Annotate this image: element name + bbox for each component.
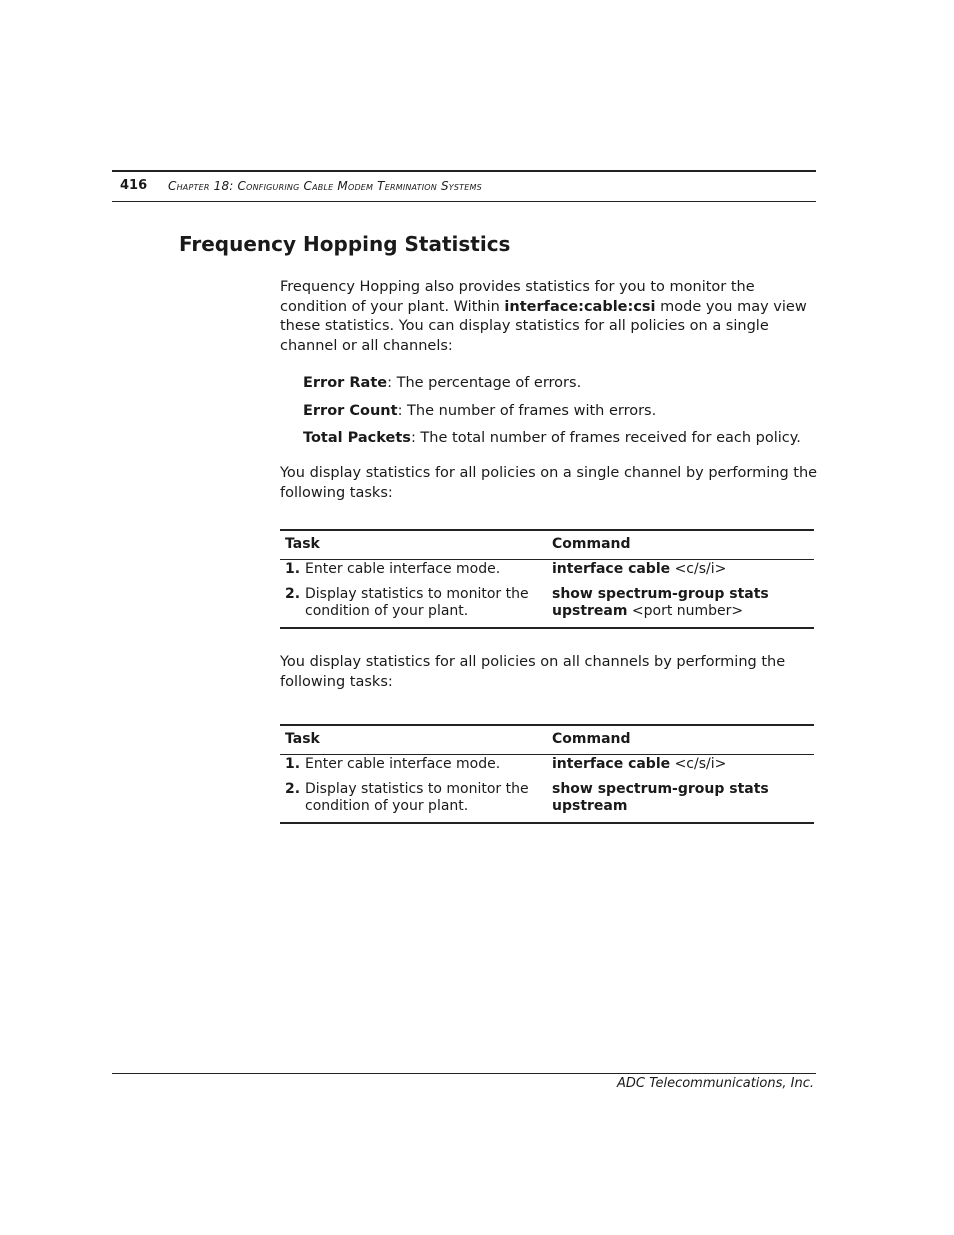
task-text: Display statistics to monitor the condition of your plant. — [305, 781, 529, 814]
step-number: 2. — [285, 781, 301, 797]
definition-term: Total Packets — [303, 430, 411, 446]
header-bottom-rule — [112, 201, 816, 202]
intro-text-2: mode you may view these statistics. You can display statistics for all policies on a single channel or all channels: — [280, 298, 807, 354]
page-number: 416 — [120, 178, 148, 193]
command-argument: <c/s/i> — [670, 561, 727, 577]
command-text — [552, 781, 802, 815]
task-text: Display statistics to monitor the condition of your plant. — [305, 586, 529, 619]
command-text — [552, 561, 802, 578]
step-number: 1. — [285, 561, 301, 577]
footer-company: ADC Telecommunications, Inc. — [617, 1076, 814, 1091]
footer-rule — [112, 1073, 816, 1074]
intro-paragraph — [280, 278, 820, 356]
definition-error-rate — [303, 373, 581, 393]
task-text: Enter cable interface mode. — [305, 756, 501, 772]
column-header-command: Command — [552, 731, 631, 747]
chapter-title: Chapter 18: Configuring Cable Modem Termination Systems — [168, 179, 482, 193]
table-header — [280, 726, 814, 755]
command-text — [552, 586, 802, 620]
column-header-command: Command — [552, 536, 631, 552]
section-title: Frequency Hopping Statistics — [179, 232, 511, 256]
command-keyword: show spectrum-group stats upstream — [552, 586, 769, 619]
single-channel-paragraph: You display statistics for all policies on a single channel by performing the following tasks: — [280, 465, 818, 501]
intro-text-1: Frequency Hopping also provides statistics for you to monitor the condition of your plant. Within — [280, 279, 755, 315]
all-channels-paragraph: You display statistics for all policies on all channels by performing the following tasks: — [280, 654, 786, 690]
column-header-task: Task — [285, 731, 320, 747]
step-number: 2. — [285, 586, 301, 602]
definition-error-count — [303, 401, 656, 421]
header-top-rule — [112, 170, 816, 172]
definition-desc: : The total number of frames received for each policy. — [410, 430, 801, 446]
task-text: Enter cable interface mode. — [305, 561, 501, 577]
single-channel-task-table — [280, 529, 814, 629]
command-argument: <c/s/i> — [670, 756, 727, 772]
command-keyword: interface cable — [552, 756, 671, 772]
step-number: 1. — [285, 756, 301, 772]
definition-desc: : The percentage of errors. — [387, 375, 582, 391]
table-header — [280, 531, 814, 560]
command-text — [552, 756, 802, 773]
command-argument: <port number> — [627, 603, 744, 619]
definition-term: Error Rate — [303, 375, 388, 391]
intro-mode-name: interface:cable:csi — [504, 298, 656, 315]
command-keyword: show spectrum-group stats upstream — [552, 781, 769, 814]
command-keyword: interface cable — [552, 561, 671, 577]
all-channels-task-table — [280, 724, 814, 824]
column-header-task: Task — [285, 536, 320, 552]
definition-total-packets — [303, 428, 801, 448]
definition-desc: : The number of frames with errors. — [397, 403, 657, 419]
definition-term: Error Count — [303, 403, 398, 419]
